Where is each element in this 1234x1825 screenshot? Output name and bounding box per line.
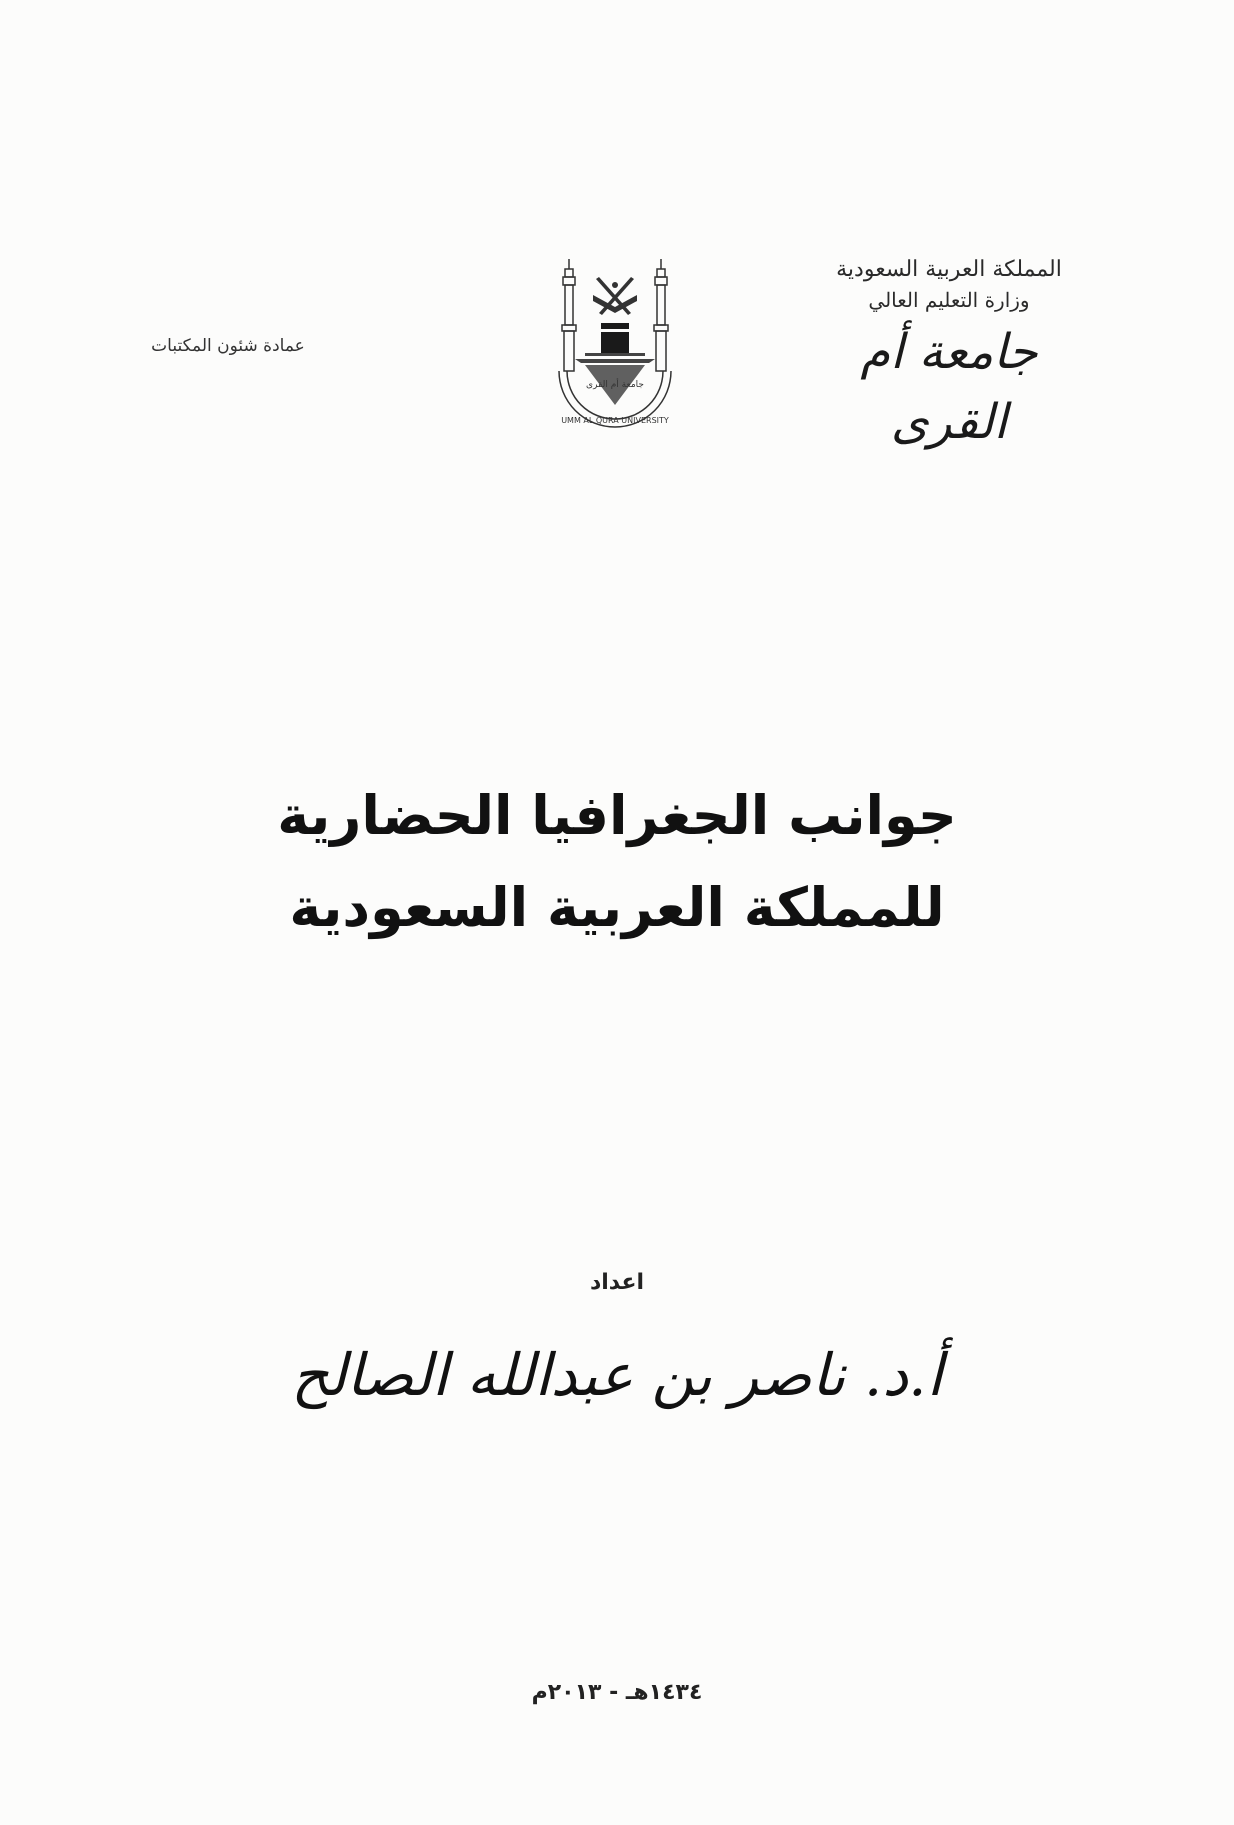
kingdom-name: المملكة العربية السعودية xyxy=(836,257,1062,282)
logo-latin-text: UMM AL QURA UNIVERSITY xyxy=(561,416,669,425)
author-name: أ.د. ناصر بن عبدالله الصالح xyxy=(291,1341,943,1409)
university-emblem-icon xyxy=(545,255,685,440)
book-title xyxy=(0,770,1234,954)
deanship-name: عمادة شئون المكتبات xyxy=(151,336,305,356)
logo-arabic-text: جامعة أم القرى xyxy=(586,380,644,390)
ministry-name: وزارة التعليم العالي xyxy=(868,288,1030,312)
publication-date: ١٤٣٤هـ - ٢٠١٣م xyxy=(531,1680,703,1705)
title-line-1: جوانب الجغرافيا الحضارية xyxy=(277,784,957,847)
university-name: جامعة أم القرى xyxy=(860,324,1038,450)
prepared-by-label: اعداد xyxy=(589,1270,645,1295)
title-line-2: للمملكة العربية السعودية xyxy=(289,876,945,939)
institution-header xyxy=(799,255,1099,457)
